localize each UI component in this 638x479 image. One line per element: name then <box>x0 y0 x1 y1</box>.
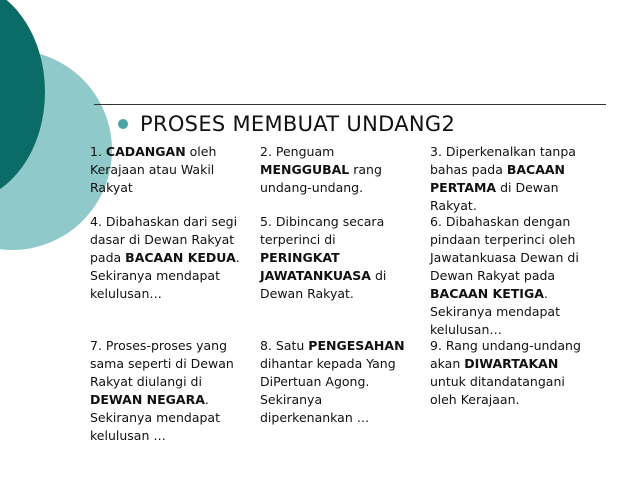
step-text: 4. Dibahaskan dari segi dasar di Dewan Rakyat pada <box>90 214 238 265</box>
step-text: rang undang-undang. <box>260 162 382 195</box>
step-text: . Sekiranya mendapat kelulusan… <box>430 286 560 337</box>
heading-text: PROSES MEMBUAT UNDANG2 <box>140 112 456 136</box>
step-cell-6 <box>422 210 602 337</box>
step-text: 3. Diperkenalkan tanpa bahas pada <box>430 144 576 177</box>
step-text: 6. Dibahaskan dengan pindaan terperinci oleh Jawatankuasa Dewan di Dewan Rakyat pada <box>430 214 579 283</box>
step-keyword: DIWARTAKAN <box>464 356 559 371</box>
step-cell-4 <box>82 210 252 334</box>
step-text: . Sekiranya mendapat kelulusan… <box>90 250 240 301</box>
step-text: oleh Kerajaan atau Wakil Rakyat <box>90 144 217 195</box>
step-text: 7. Proses-proses yang sama seperti di Dewan Rakyat diulangi di <box>90 338 234 389</box>
step-keyword: PENGESAHAN <box>308 338 405 353</box>
step-text: 2. Penguam <box>260 144 335 159</box>
step-cell-1 <box>82 140 252 210</box>
step-cell-7 <box>82 334 252 444</box>
step-keyword: CADANGAN <box>105 144 186 159</box>
step-keyword: DEWAN NEGARA <box>90 392 205 407</box>
process-grid <box>82 140 602 444</box>
step-cell-3 <box>422 140 602 213</box>
slide-heading <box>118 104 455 144</box>
step-text: di Dewan Rakyat. <box>430 180 559 213</box>
step-cell-9 <box>422 334 602 444</box>
step-text: 1. <box>90 144 106 159</box>
step-text: 8. Satu <box>260 338 309 353</box>
step-keyword: PERINGKAT JAWATANKUASA <box>260 250 371 283</box>
step-text: 9. Rang undang-undang akan <box>430 338 581 371</box>
step-cell-5 <box>252 210 422 334</box>
step-text: . Sekiranya mendapat kelulusan … <box>90 392 220 443</box>
step-text: 5. Dibincang secara terperinci di <box>260 214 385 247</box>
step-keyword: BACAAN PERTAMA <box>430 162 566 195</box>
step-text: di Dewan Rakyat. <box>260 268 387 301</box>
step-keyword: BACAAN KEDUA <box>125 250 236 265</box>
step-text: untuk ditandatangani oleh Kerajaan. <box>430 374 565 407</box>
step-keyword: BACAAN KETIGA <box>430 286 544 301</box>
step-keyword: MENGGUBAL <box>260 162 350 177</box>
step-cell-2 <box>252 140 422 210</box>
step-text: dihantar kepada Yang DiPertuan Agong. Sekiranya diperkenankan … <box>260 356 396 425</box>
step-cell-8 <box>252 334 422 444</box>
bullet-icon <box>118 119 128 129</box>
